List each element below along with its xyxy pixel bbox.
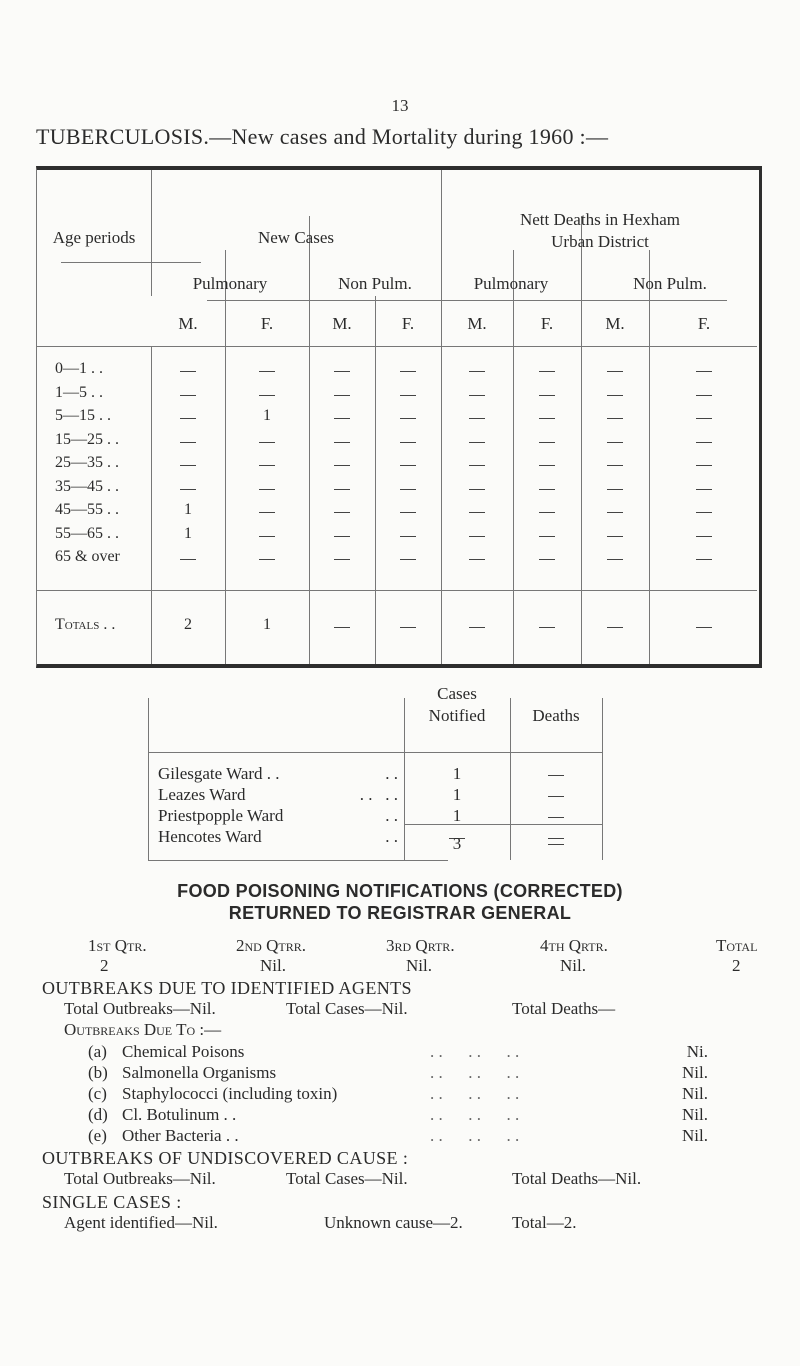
agent-value: Nil. [682,1084,708,1103]
deaths-dash [548,817,564,818]
empty-dash [539,442,555,443]
empty-dash [696,465,712,466]
empty-dash [539,418,555,419]
leader-dots: . . . . . . [430,1042,520,1061]
empty-dash [400,512,416,513]
agent-value: Nil. [682,1063,708,1082]
empty-dash [696,627,712,628]
empty-dash [539,627,555,628]
empty-dash [400,465,416,466]
empty-dash [539,512,555,513]
agent-value: Nil. [682,1105,708,1124]
leader-dots: . . [385,806,398,825]
empty-dash [180,465,196,466]
header-new-pulmonary: Pulmonary [192,274,268,293]
agent-name: Other Bacteria . . [122,1126,239,1145]
empty-dash [259,395,275,396]
empty-dash [400,418,416,419]
undiscovered-total-outbreaks: Total Outbreaks—Nil. [64,1169,216,1188]
cell-value: 1 [263,407,271,424]
agent-name: Staphylococci (including toxin) [122,1084,338,1103]
total-cases: 3 [452,834,462,853]
header-nett-deaths-line1: Nett Deaths in Hexham [519,210,681,229]
header-m: M. [467,314,487,333]
q4-value: Nil. [560,956,586,975]
leader-dots: . . . . [359,785,398,804]
leader-dots: . . . . . . [430,1126,520,1145]
cell-value: 2 [184,616,192,633]
total-deaths-dash [548,844,564,845]
identified-total-cases: Total Cases—Nil. [286,999,408,1018]
empty-dash [334,395,350,396]
header-f: F. [697,314,711,333]
leader-dots: . . [385,827,398,846]
empty-dash [696,418,712,419]
empty-dash [469,465,485,466]
empty-dash [469,418,485,419]
empty-dash [334,559,350,560]
identified-total-outbreaks: Total Outbreaks—Nil. [64,999,216,1018]
empty-dash [400,371,416,372]
empty-dash [607,489,623,490]
empty-dash [259,559,275,560]
totals-label: Totals . . [55,616,116,633]
header-age-periods: Age periods [52,228,136,247]
age-period-label: 0—1 . . [55,360,103,377]
tuberculosis-table [36,166,762,668]
empty-dash [400,489,416,490]
agent-value: Nil. [682,1126,708,1145]
ward-name: Priestpopple Ward [158,806,284,825]
empty-dash [696,395,712,396]
ward-name: Leazes Ward [158,785,246,804]
undiscovered-total-deaths: Total Deaths—Nil. [512,1169,642,1188]
cases-value: 1 [452,806,462,825]
empty-dash [607,395,623,396]
ward-cases-table [148,684,752,860]
q2-value: Nil. [260,956,286,975]
empty-dash [469,442,485,443]
empty-dash [334,489,350,490]
single-cases-heading: SINGLE CASES : [42,1192,182,1212]
empty-dash [539,489,555,490]
agent-name: Cl. Botulinum . . [122,1105,237,1124]
q3-value: Nil. [406,956,432,975]
age-period-label: 35—45 . . [55,477,119,495]
empty-dash [469,536,485,537]
food-heading-line2: RETURNED TO REGISTRAR GENERAL [228,903,572,923]
empty-dash [696,442,712,443]
header-m: M. [605,314,625,333]
empty-dash [469,559,485,560]
empty-dash [696,536,712,537]
empty-dash [180,559,196,560]
empty-dash [180,395,196,396]
empty-dash [334,627,350,628]
empty-dash [180,418,196,419]
empty-dash [607,559,623,560]
empty-dash [400,536,416,537]
total-label: Total [716,936,758,955]
empty-dash [259,489,275,490]
deaths-dash [548,838,564,839]
empty-dash [607,465,623,466]
empty-dash [334,465,350,466]
agent-letter: (e) [88,1126,107,1145]
single-unknown-cause: Unknown cause—2. [324,1213,463,1232]
empty-dash [539,465,555,466]
empty-dash [400,559,416,560]
empty-dash [469,627,485,628]
header-nett-deaths-line2: Urban District [551,232,649,251]
header-cases-notified-line1: Cases [437,684,477,703]
header-deaths-pulmonary: Pulmonary [473,274,549,293]
agent-name: Chemical Poisons [122,1042,245,1061]
agent-letter: (a) [88,1042,107,1061]
outbreaks-identified-heading: OUTBREAKS DUE TO IDENTIFIED AGENTS [42,978,412,998]
undiscovered-heading: OUTBREAKS OF UNDISCOVERED CAUSE : [42,1148,409,1168]
empty-dash [400,442,416,443]
cell-value: 1 [263,616,271,633]
empty-dash [469,371,485,372]
header-f: F. [260,314,274,333]
header-new-non-pulm: Non Pulm. [338,274,412,293]
empty-dash [334,442,350,443]
header-m: M. [178,314,198,333]
empty-dash [180,371,196,372]
agent-name: Salmonella Organisms [122,1063,277,1082]
empty-dash [334,536,350,537]
agent-letter: (b) [88,1063,108,1082]
empty-dash [539,559,555,560]
cell-value: 1 [184,524,192,542]
empty-dash [259,512,275,513]
agent-value: Ni. [686,1042,708,1061]
total-value: 2 [732,956,741,975]
empty-dash [400,627,416,628]
deaths-dash [548,775,564,776]
empty-dash [334,371,350,372]
empty-dash [607,536,623,537]
header-m: M. [332,314,352,333]
leader-dots: . . . . . . [430,1105,520,1124]
empty-dash [180,489,196,490]
q4-label: 4th Qrtr. [540,936,608,955]
empty-dash [469,489,485,490]
age-period-label: 15—25 . . [55,430,119,448]
ward-name: Hencotes Ward [158,827,262,846]
empty-dash [539,371,555,372]
leader-dots: . . . . . . [430,1084,520,1103]
empty-dash [696,489,712,490]
empty-dash [539,536,555,537]
header-deaths-non-pulm: Non Pulm. [633,274,707,293]
empty-dash [607,418,623,419]
empty-dash [334,512,350,513]
food-heading-line1: FOOD POISONING NOTIFICATIONS (CORRECTED) [177,881,623,901]
empty-dash [539,395,555,396]
empty-dash [334,418,350,419]
cases-value: 1 [452,764,462,783]
leader-dots: . . . . . . [430,1063,520,1082]
header-f: F. [540,314,554,333]
age-period-label: 45—55 . . [55,501,119,518]
empty-dash [607,627,623,628]
q3-label: 3rd Qrtr. [386,936,455,955]
page-title: TUBERCULOSIS.—New cases and Mortality during 1960 :— [36,124,609,149]
identified-total-deaths: Total Deaths— [512,999,616,1018]
empty-dash [607,512,623,513]
q2-label: 2nd Qtrr. [236,936,306,955]
empty-dash [607,442,623,443]
deaths-dash [548,796,564,797]
agent-letter: (d) [88,1105,108,1124]
empty-dash [696,371,712,372]
agent-letter: (c) [88,1084,107,1103]
ward-name: Gilesgate Ward . . [158,764,280,783]
empty-dash [469,395,485,396]
age-period-label: 65 & over [55,548,120,565]
q1-label: 1st Qtr. [88,936,147,955]
leader-dots: . . [385,764,398,783]
empty-dash [400,395,416,396]
empty-dash [469,512,485,513]
cases-value: 1 [452,785,462,804]
single-total: Total—2. [512,1213,577,1232]
header-cases-notified-line2: Notified [428,706,486,725]
empty-dash [259,442,275,443]
page-number: 13 [391,96,409,115]
empty-dash [180,442,196,443]
age-period-label: 5—15 . . [55,407,111,424]
undiscovered-total-cases: Total Cases—Nil. [286,1169,408,1188]
empty-dash [696,512,712,513]
age-period-label: 25—35 . . [55,454,119,471]
outbreaks-due-to: Outbreaks Due To :— [64,1020,222,1039]
empty-dash [696,559,712,560]
age-period-label: 55—65 . . [55,524,119,542]
empty-dash [607,371,623,372]
empty-dash [259,465,275,466]
single-agent-identified: Agent identified—Nil. [64,1213,218,1232]
empty-dash [259,536,275,537]
header-new-cases: New Cases [257,228,334,247]
header-f: F. [401,314,415,333]
q1-value: 2 [100,956,109,975]
cell-value: 1 [184,501,192,518]
age-period-label: 1—5 . . [55,383,103,401]
header-deaths: Deaths [532,706,580,725]
empty-dash [259,371,275,372]
